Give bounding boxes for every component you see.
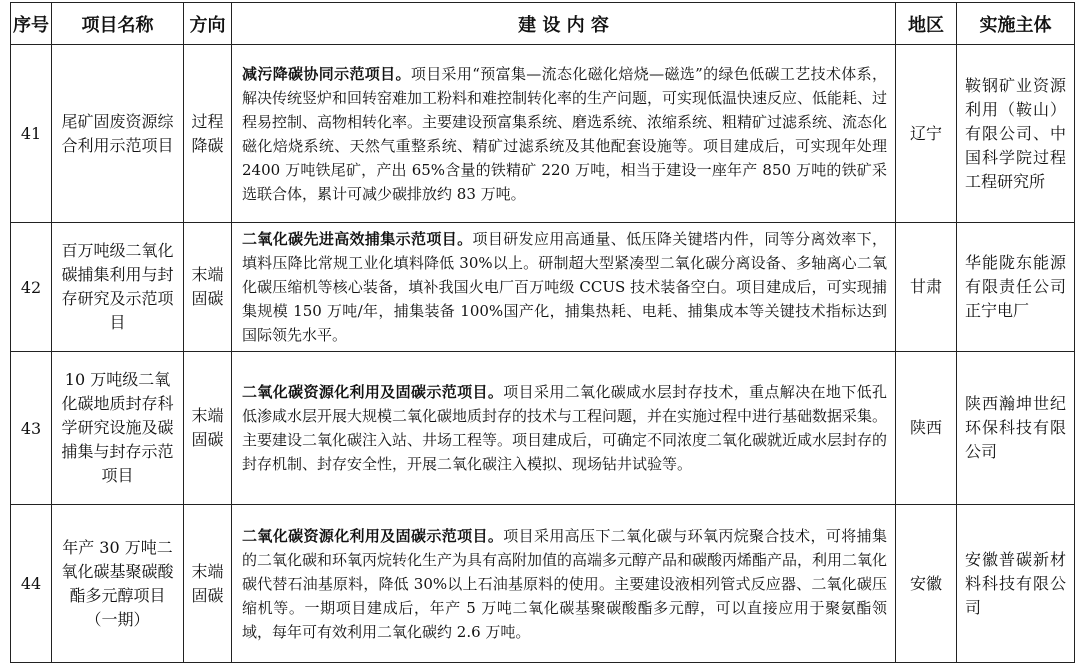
project-direction: 过程降碳	[184, 45, 232, 223]
project-name: 年产 30 万吨二氧化碳基聚碳酸酯多元醇项目（一期）	[52, 505, 184, 663]
project-content	[232, 352, 896, 505]
header-content: 建 设 内 容	[232, 3, 896, 45]
row-num: 43	[11, 352, 52, 505]
row-num: 41	[11, 45, 52, 223]
project-direction: 末端固碳	[184, 352, 232, 505]
header-region: 地区	[896, 3, 957, 45]
content-lead: 减污降碳协同示范项目。	[242, 64, 411, 83]
project-region: 甘肃	[896, 223, 957, 352]
project-org: 陕西瀚坤世纪环保科技有限公司	[957, 352, 1075, 505]
project-direction: 末端固碳	[184, 223, 232, 352]
table-row	[11, 505, 1075, 663]
project-name: 10 万吨级二氧化碳地质封存科学研究设施及碳捕集与封存示范项目	[52, 352, 184, 505]
project-content	[232, 223, 896, 352]
row-num: 44	[11, 505, 52, 663]
content-body: 项目研发应用高通量、低压降关键塔内件，同等分离效率下，填料压降比常规工业化填料降低 30%以上。研制超大型紧凑型二氧化碳分离设备、多轴离心二氧化碳压缩机等核心装备，填补我国火电厂百万吨级 CCUS 技术装备空白。项目建成后，可实现捕集规模 150 万吨/年，捕集装备 100%国产化，捕集热耗、电耗、捕集成本等关键技术指标达到国际领先水平。	[242, 230, 887, 344]
header-name: 项目名称	[52, 3, 184, 45]
content-body: 项目采用二氧化碳咸水层封存技术，重点解决在地下低孔低渗咸水层开展大规模二氧化碳地质封存的技术与工程问题，并在实施过程中进行基础数据采集。主要建设二氧化碳注入站、井场工程等。项目建成后，可确定不同浓度二氧化碳就近咸水层封存的封存机制、封存安全性，开展二氧化碳注入模拟、现场钻井试验等。	[242, 383, 888, 473]
project-org: 华能陇东能源有限责任公司正宁电厂	[957, 223, 1075, 352]
table-row	[11, 223, 1075, 352]
content-body: 项目采用高压下二氧化碳与环氧丙烷聚合技术，可将捕集的二氧化碳和环氧丙烷转化生产为具有高附加值的高端多元醇产品和碳酸丙烯酯产品，利用二氧化碳代替石油基原料，降低 30%以上石油基原料的使用。主要建设液相列管式反应器、二氧化碳压缩机等。一期项目建成后，年产 5 万吨二氧化碳基聚碳酸酯多元醇，可以直接应用于聚氨酯领域，每年可有效利用二氧化碳约 2.6 万吨。	[242, 526, 888, 641]
content-body: 项目采用“预富集—流态化磁化焙烧—磁选”的绿色低碳工艺技术体系，解决传统竖炉和回转窑难加工粉料和难控制转化率的生产问题，可实现低温快速反应、低能耗、过程易控制、高物相转化率。主要建设预富集系统、磨选系统、浓缩系统、粗精矿过滤系统、流态化磁化焙烧系统、天然气重整系统、精矿过滤系统及其他配套设施等。项目建成后，可实现年处理 2400 万吨铁尾矿，产出 65%含量的铁精矿 220 万吨，相当于建设一座年产 850 万吨的铁矿采选联合体，累计可减少碳排放约 83 万吨。	[242, 64, 888, 203]
project-name: 尾矿固废资源综合利用示范项目	[52, 45, 184, 223]
table-row	[11, 45, 1075, 223]
header-org: 实施主体	[957, 3, 1075, 45]
project-org: 鞍钢矿业资源利用（鞍山）有限公司、中国科学院过程工程研究所	[957, 45, 1075, 223]
table-row	[11, 352, 1075, 505]
project-content	[232, 45, 896, 223]
content-lead: 二氧化碳资源化利用及固碳示范项目。	[242, 526, 504, 545]
project-direction: 末端固碳	[184, 505, 232, 663]
header-num: 序号	[11, 3, 52, 45]
project-org: 安徽普碳新材料科技有限公司	[957, 505, 1075, 663]
table-header-row	[11, 3, 1075, 45]
header-direction: 方向	[184, 3, 232, 45]
project-region: 陕西	[896, 352, 957, 505]
project-content	[232, 505, 896, 663]
content-lead: 二氧化碳资源化利用及固碳示范项目。	[242, 383, 504, 401]
project-region: 安徽	[896, 505, 957, 663]
project-region: 辽宁	[896, 45, 957, 223]
row-num: 42	[11, 223, 52, 352]
project-table	[10, 2, 1075, 663]
project-name: 百万吨级二氧化碳捕集利用与封存研究及示范项目	[52, 223, 184, 352]
content-lead: 二氧化碳先进高效捕集示范项目。	[242, 230, 473, 248]
